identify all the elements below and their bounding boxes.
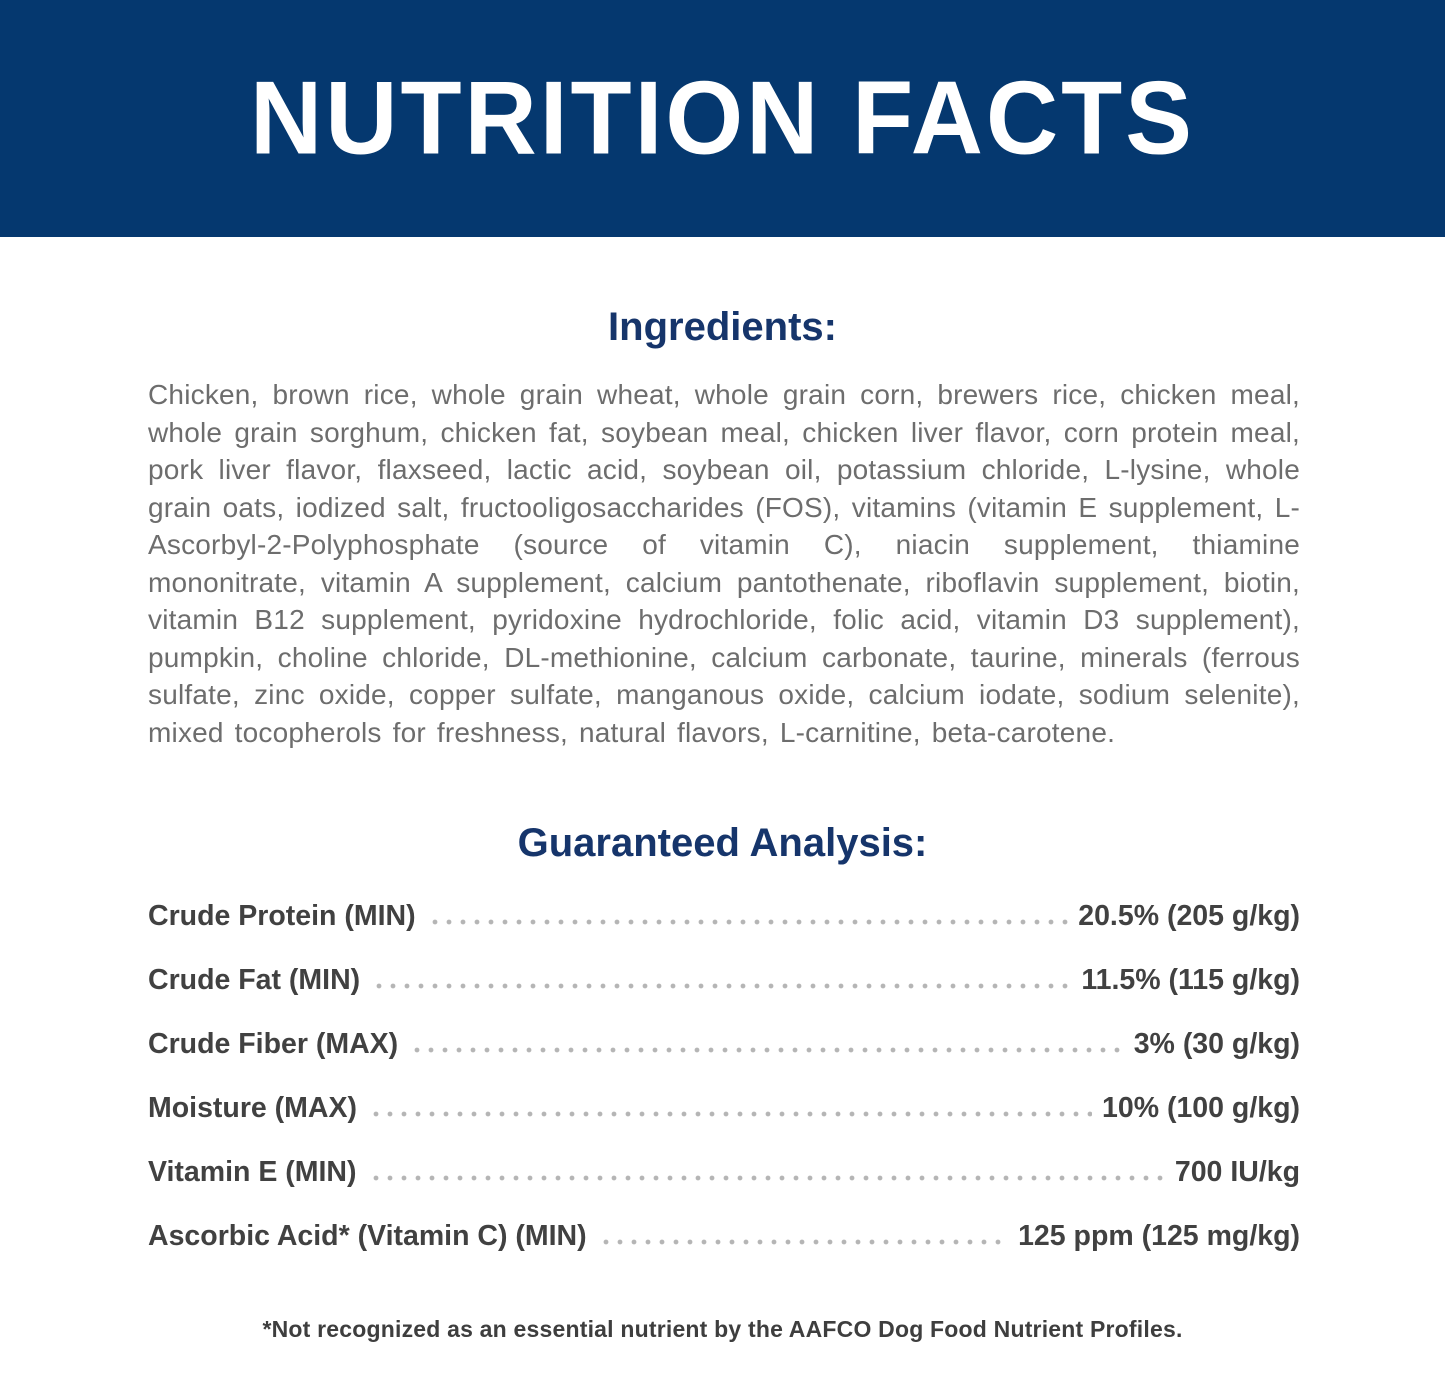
page-title: NUTRITION FACTS — [250, 59, 1195, 177]
analysis-row-label: Crude Fiber (MAX) — [148, 1028, 399, 1060]
guaranteed-analysis-list — [148, 900, 1300, 1252]
guaranteed-analysis-heading: Guaranteed Analysis: — [517, 821, 928, 865]
dot-leader — [428, 919, 1069, 925]
analysis-row-value: 125 ppm (125 mg/kg) — [1018, 1220, 1300, 1252]
dot-leader — [599, 1239, 1008, 1245]
ingredients-heading: Ingredients: — [608, 305, 837, 349]
nutrition-facts-banner — [0, 0, 1445, 237]
analysis-row-value: 10% (100 g/kg) — [1102, 1092, 1300, 1124]
analysis-row-label: Ascorbic Acid* (Vitamin C) (MIN) — [148, 1220, 587, 1252]
analysis-row — [148, 900, 1300, 932]
aafco-footnote: *Not recognized as an essential nutrient by the AAFCO Dog Food Nutrient Profiles. — [262, 1316, 1183, 1342]
dot-leader — [369, 1175, 1165, 1181]
analysis-row-value: 3% (30 g/kg) — [1133, 1028, 1300, 1060]
analysis-row-value: 11.5% (115 g/kg) — [1081, 964, 1300, 996]
analysis-row-label: Vitamin E (MIN) — [148, 1156, 357, 1188]
analysis-row-label: Crude Protein (MIN) — [148, 900, 416, 932]
analysis-row-label: Crude Fat (MIN) — [148, 964, 361, 996]
dot-leader — [410, 1047, 1124, 1053]
analysis-row-value: 20.5% (205 g/kg) — [1078, 900, 1300, 932]
dot-leader — [369, 1111, 1092, 1117]
analysis-row — [148, 1028, 1300, 1060]
dot-leader — [372, 983, 1071, 989]
analysis-row-value: 700 IU/kg — [1174, 1156, 1300, 1188]
analysis-row — [148, 1092, 1300, 1124]
analysis-row — [148, 964, 1300, 996]
analysis-row — [148, 1156, 1300, 1188]
analysis-row-label: Moisture (MAX) — [148, 1092, 357, 1124]
ingredients-paragraph: Chicken, brown rice, whole grain wheat, whole grain corn, brewers rice, chicken meal, whole grain sorghum, chicken fat, soybean meal, chicken liver flavor, corn protein meal, pork liver flavor, flaxseed, lactic acid, soybean oil, potassium chloride, L-lysine, whole grain oats, iodized salt, fructooligosaccharides (FOS), vitamins (vitamin E supplement, L-Ascorbyl-2-Polyphosphate (source of vitamin C), niacin supplement, thiamine mononitrate, vitamin A supplement, calcium pantothenate, riboflavin supplement, biotin, vitamin B12 supplement, pyridoxine hydrochloride, folic acid, vitamin D3 supplement), pumpkin, choline chloride, DL-methionine, calcium carbonate, taurine, minerals (ferrous sulfate, zinc oxide, copper sulfate, manganous oxide, calcium iodate, sodium selenite), mixed tocopherols for freshness, natural flavors, L-carnitine, beta-carotene. — [148, 379, 1300, 748]
analysis-row — [148, 1220, 1300, 1252]
